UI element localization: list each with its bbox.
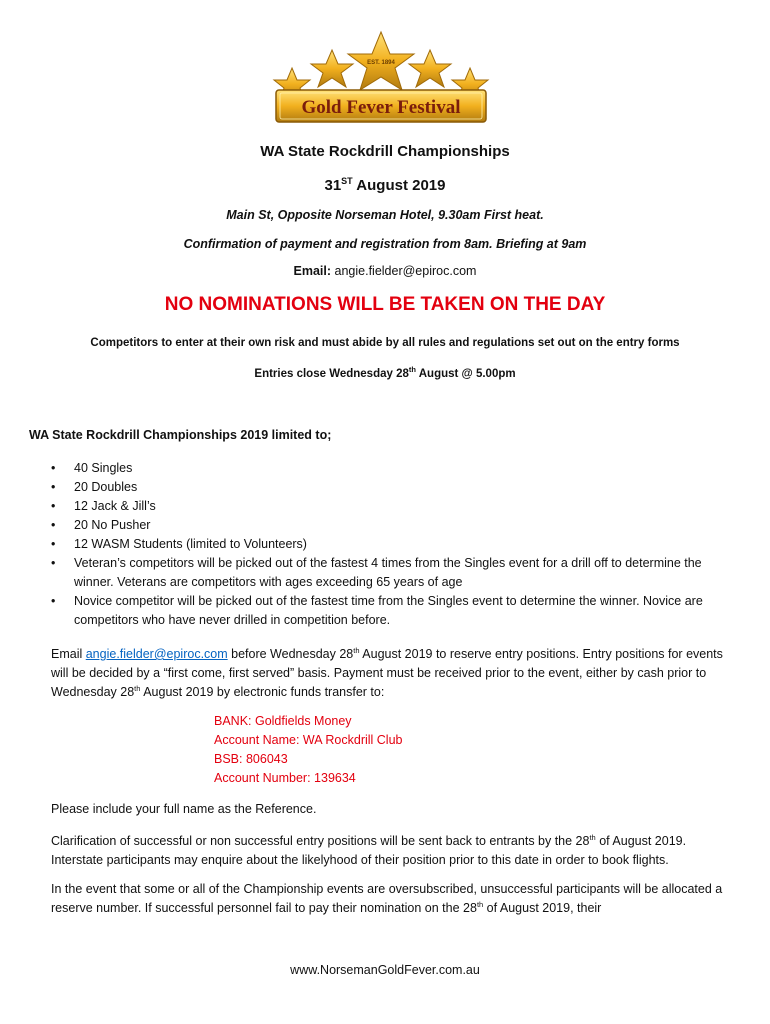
para-text: of August 2019, their — [483, 901, 602, 915]
confirmation-note: Confirmation of payment and registration from 8am. Briefing at 9am — [183, 237, 587, 251]
email-label: Email: — [293, 264, 332, 278]
bullet-icon: • — [51, 480, 56, 494]
para-text: August 2019 to reserve entry positions. Entry positions for events will be decided by a “first come, first served” basis. Payment must be received prior to the event, either by cash prior to Wednesday 28 — [51, 647, 723, 699]
list-item-text: 40 Singles — [74, 461, 133, 475]
date-rest: August 2019 — [352, 177, 446, 194]
list-item — [51, 535, 731, 554]
bullet-icon: • — [51, 461, 56, 475]
logo-badge-text: EST. 1894 — [367, 60, 395, 66]
entries-close-notice — [0, 365, 770, 380]
para-text: In the event that some or all of the Championship events are oversubscribed, unsuccessful participants will be allocated a reserve number. If successful personnel fail to pay their nomination on the 28 — [51, 882, 723, 915]
list-item-text: 12 Jack & Jill’s — [74, 499, 156, 513]
star-icon — [311, 50, 353, 87]
account-name: Account Name: WA Rockdrill Club — [214, 733, 403, 747]
page-title: WA State Rockdrill Championships — [260, 143, 510, 160]
bullet-icon: • — [51, 537, 56, 551]
list-item-text: 20 No Pusher — [74, 518, 151, 532]
list-item — [51, 497, 731, 516]
list-item — [51, 592, 731, 630]
bullet-icon: • — [51, 518, 56, 532]
reservation-paragraph — [51, 645, 731, 702]
bullet-icon: • — [51, 556, 56, 570]
para-text: August 2019 by electronic funds transfer to: — [140, 685, 385, 699]
list-item — [51, 554, 731, 592]
bullet-icon: • — [51, 594, 56, 608]
para-text: of August 2019. Interstate participants may enquire about the likelyhood of their position prior to this date in order to book flights. — [51, 834, 687, 867]
bullet-icon: • — [51, 499, 56, 513]
bsb-number: BSB: 806043 — [214, 752, 288, 766]
star-icon — [409, 50, 451, 87]
no-nominations-warning: NO NOMINATIONS WILL BE TAKEN ON THE DAY — [164, 294, 606, 315]
para-text: Email — [51, 647, 86, 661]
logo-graphic — [270, 30, 492, 126]
email-link[interactable]: angie.fielder@epiroc.com — [85, 647, 228, 661]
ordinal-sup: th — [353, 646, 360, 655]
limits-list — [51, 459, 731, 630]
para-text: before Wednesday 28 — [227, 647, 354, 661]
entries-sup: th — [408, 365, 416, 374]
list-item-text: 20 Doubles — [74, 480, 138, 494]
oversubscribed-paragraph — [51, 880, 731, 918]
list-item-text: Veteran’s competitors will be picked out of the fastest 4 times from the Singles event for a drill off to determine the winner. Veterans are competitors with ages exceeding 65 years of age — [74, 556, 702, 589]
list-item-text: Novice competitor will be picked out of the fastest time from the Singles event to determine the winner. Novice are competitors who have never drilled in competition before. — [74, 594, 703, 627]
date-suffix: ST — [341, 176, 353, 186]
entries-text-post: August @ 5.00pm — [415, 368, 516, 380]
list-item — [51, 459, 731, 478]
list-item — [51, 516, 731, 535]
date-day: 31 — [324, 177, 342, 194]
gold-fever-festival-logo — [270, 30, 492, 126]
ordinal-sup: th — [476, 900, 484, 909]
contact-email — [0, 264, 770, 278]
event-venue: Main St, Opposite Norseman Hotel, 9.30am First heat. — [226, 208, 544, 222]
bank-name: BANK: Goldfields Money — [214, 714, 352, 728]
ordinal-sup: th — [589, 833, 596, 842]
entries-text: Entries close Wednesday 28 — [254, 368, 409, 380]
account-number: Account Number: 139634 — [214, 771, 356, 785]
limits-heading: WA State Rockdrill Championships 2019 limited to; — [29, 428, 332, 442]
logo-brand-text: Gold Fever Festival — [301, 97, 461, 118]
reference-note: Please include your full name as the Reference. — [51, 802, 317, 816]
event-date — [0, 177, 770, 194]
list-item-text: 12 WASM Students (limited to Volunteers) — [74, 537, 307, 551]
footer-website: www.NorsemanGoldFever.com.au — [290, 963, 480, 977]
email-value: angie.fielder@epiroc.com — [331, 264, 477, 278]
para-text: Clarification of successful or non successful entry positions will be sent back to entrants by the 28 — [51, 834, 590, 848]
bank-details — [214, 712, 403, 788]
list-item — [51, 478, 731, 497]
ordinal-sup: th — [134, 684, 141, 693]
clarification-paragraph — [51, 832, 731, 870]
competitors-notice: Competitors to enter at their own risk and must abide by all rules and regulations set out on the entry forms — [90, 337, 680, 349]
